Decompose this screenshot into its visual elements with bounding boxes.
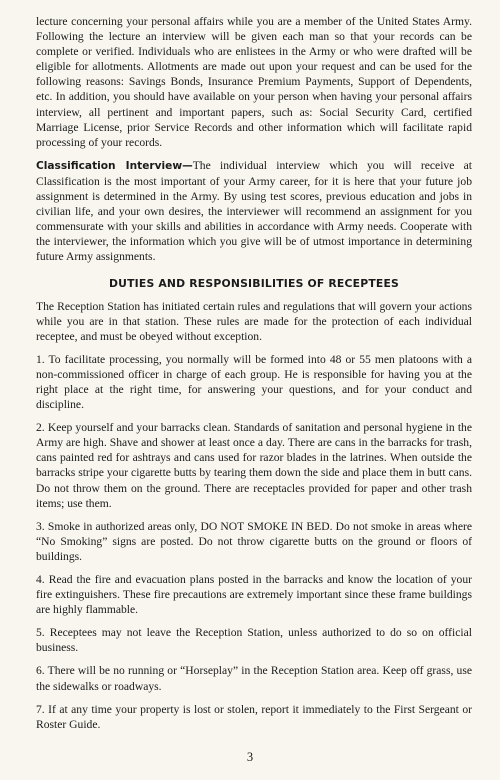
list-item-3: 3. Smoke in authorized areas only, DO NOT SMOKE IN BED. Do not smoke in areas where “No Smoking” signs are posted. Do not throw cigarette butts on the ground or floors of buildings. — [36, 519, 472, 563]
classification-text: The individual interview which you will receive at Classification is the most important of your Army career, for it is here that your future job assignment is determined in the Army. By using test scores, previous education and jobs in civilian life, and your own desires, the interviewer will recommend an assignment for you commensurate with your skills and abilities in accordance with Army needs. Cooperate with the interviewer, the information which you give will be of utmost importance in determining future Army assignments. — [36, 158, 473, 264]
classification-heading: Classification Interview— — [36, 159, 193, 172]
intro-paragraph: lecture concerning your personal affairs while you are a member of the United States Army. Following the lecture an interview will be given each man so that your records can be complete or verified. Individuals who are enlistees in the Army or who were drafted will be eligible for allotments. Allotments are made out upon your request and can be used for the following reasons: Savings Bonds, Insurance Premium Payments, Support of Dependents, etc. In addition, you should have available on your person when having your personal affairs interview, all pertinent and important papers, such as: Social Security Card, certified Marriage License, prior Service Records and other information which will facilitate rapid processing of your records. — [36, 15, 472, 149]
section-intro: The Reception Station has initiated certain rules and regulations that will govern your actions while you are in that station. These rules are made for the protection of each individual receptee, and must be obeyed without exception. — [36, 299, 472, 343]
classification-paragraph — [36, 158, 472, 265]
list-item-5: 5. Receptees may not leave the Reception Station, unless authorized to do so on official business. — [36, 626, 472, 655]
list-item-2: 2. Keep yourself and your barracks clean. Standards of sanitation and personal hygiene in the Army are high. Shave and shower at least once a day. There are cans in the barracks for trash, cans painted red for ashtrays and cans used for razor blades in the latrines. When outside the barracks stripe your cigarette butts by tearing them down the side and place them in butt cans. Do not throw them on the ground. There are receptacles provided for paper and other trash items; use them. — [36, 421, 472, 510]
list-item-1: 1. To facilitate processing, you normally will be formed into 48 or 55 men platoons with a non-commissioned officer in charge of each group. He is responsible for having you at the right place at the right time, for answering your questions, and for your conduct and discipline. — [36, 352, 472, 412]
list-item-4: 4. Read the fire and evacuation plans posted in the barracks and know the location of your fire extinguishers. These fire precautions are extremely important since these frame buildings are highly flammable. — [36, 573, 472, 617]
page-number: 3 — [246, 750, 254, 764]
section-title: DUTIES AND RESPONSIBILITIES OF RECEPTEES — [108, 276, 400, 290]
list-item-6: 6. There will be no running or “Horseplay” in the Reception Station area. Keep off grass, use the sidewalks or roadways. — [36, 664, 472, 693]
list-item-7: 7. If at any time your property is lost or stolen, report it immediately to the First Sergeant or Roster Guide. — [36, 702, 472, 731]
